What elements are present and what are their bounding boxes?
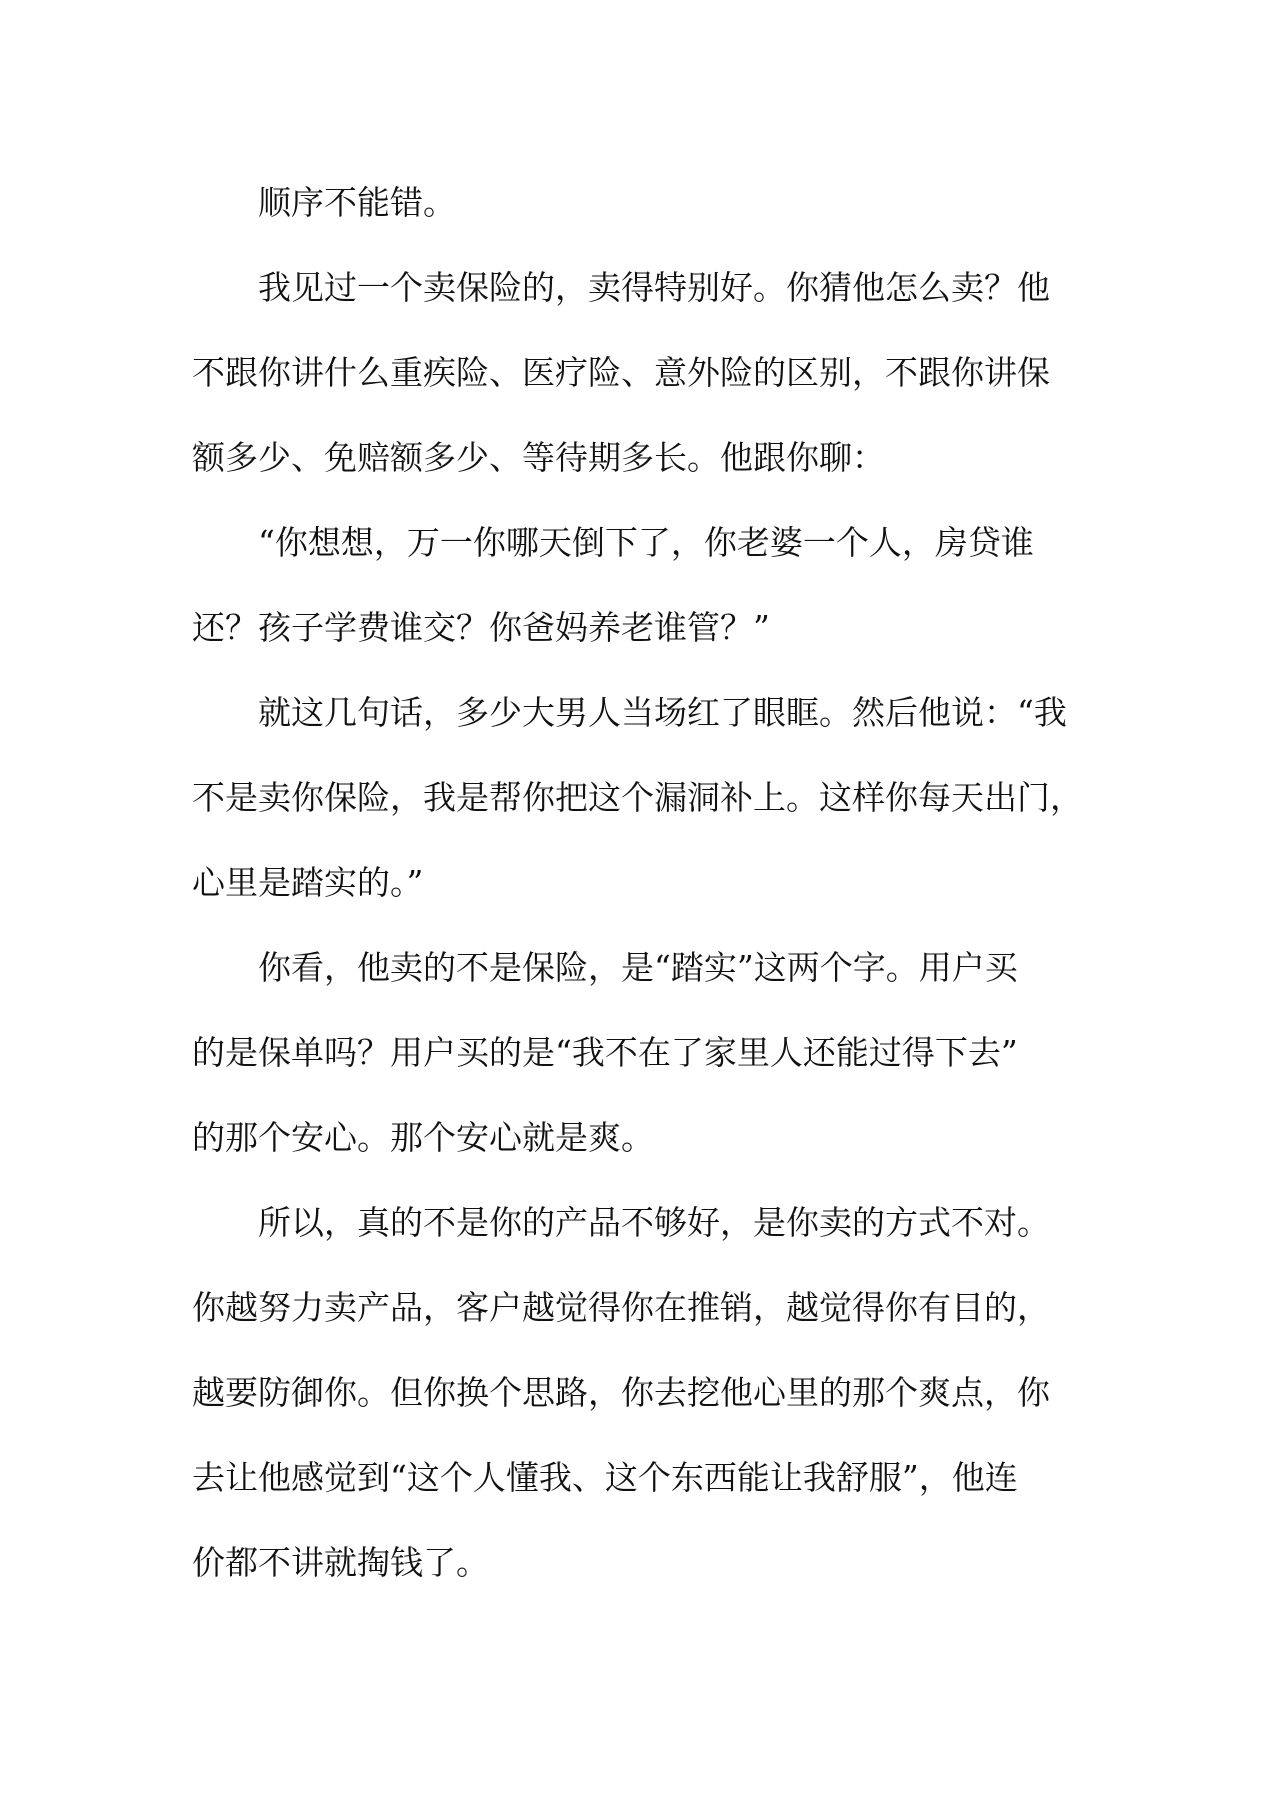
text-line: 心里是踏实的。” [192,863,424,902]
paragraph-1 [192,160,1082,245]
text-line: 你看，他卖的不是保险，是“踏实”这两个字。用户买 [258,948,1018,987]
text-line: 就这几句话，多少大男人当场红了眼眶。然后他说：“我 [258,693,1067,732]
text-line: 你越努力卖产品，客户越觉得你在推销，越觉得你有目的， [192,1288,1050,1327]
text-line: 的是保单吗？用户买的是“我不在了家里人还能过得下去” [192,1033,1018,1072]
text-line: 的那个安心。那个安心就是爽。 [192,1118,654,1157]
paragraph-2 [192,245,1082,500]
text-line: 价都不讲就掏钱了。 [192,1543,489,1582]
body-text [192,160,1082,1605]
text-line: 不是卖你保险，我是帮你把这个漏洞补上。这样你每天出门， [192,778,1083,817]
text-line: 越要防御你。但你换个思路，你去挖他心里的那个爽点，你 [192,1373,1050,1412]
text-line: “你想想，万一你哪天倒下了，你老婆一个人，房贷谁 [258,523,1034,562]
paragraph-6 [192,1180,1082,1605]
paragraph-4 [192,670,1082,925]
paragraph-5 [192,925,1082,1180]
text-line: 顺序不能错。 [258,183,456,222]
text-line: 额多少、免赔额多少、等待期多长。他跟你聊： [192,438,885,477]
text-line: 我见过一个卖保险的，卖得特别好。你猜他怎么卖？他 [258,268,1050,307]
text-line: 去让他感觉到“这个人懂我、这个东西能让我舒服”，他连 [192,1458,1018,1497]
paragraph-3 [192,500,1082,670]
text-line: 所以，真的不是你的产品不够好，是你卖的方式不对。 [258,1203,1050,1242]
text-line: 还？孩子学费谁交？你爸妈养老谁管？” [192,608,770,647]
text-line: 不跟你讲什么重疾险、医疗险、意外险的区别，不跟你讲保 [192,353,1050,392]
